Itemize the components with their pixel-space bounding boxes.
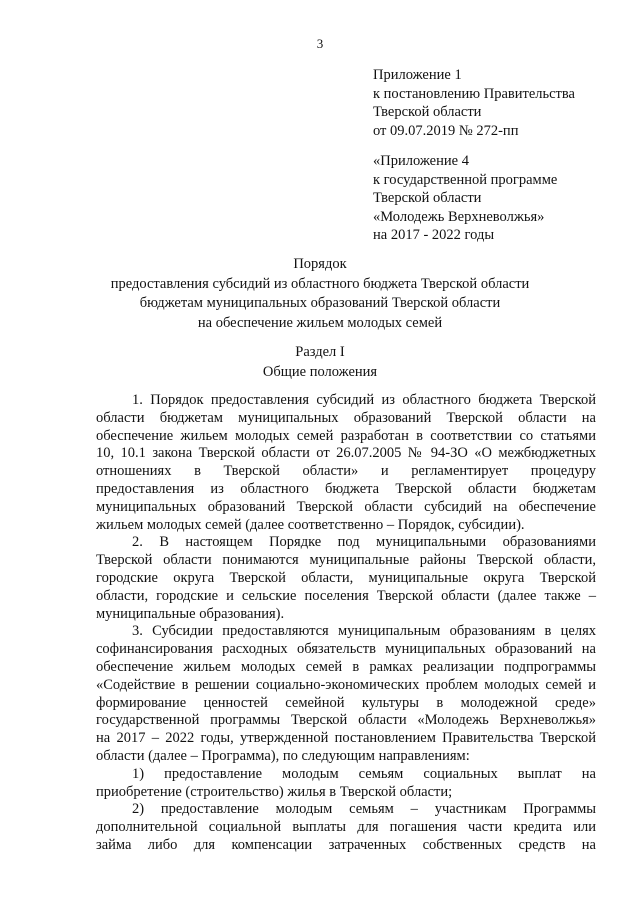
paragraph-line: приобретение (строительство) жилья в Тверской области; xyxy=(96,783,453,800)
paragraph-line: муниципальных образований Тверской области субсидий на обеспечение xyxy=(96,498,596,515)
paragraph-line: жильем молодых семей (далее соответственно – Порядок, субсидии). xyxy=(96,516,525,533)
attachment-4-line: на 2017 - 2022 годы xyxy=(373,227,495,243)
title-line: бюджетам муниципальных образований Тверской области xyxy=(139,295,501,311)
paragraph-line: 1) предоставление молодым семьям социальных выплат на xyxy=(132,765,596,782)
section-number: Раздел I xyxy=(295,344,345,360)
paragraph-line: 2) предоставление молодым семьям – участникам Программы xyxy=(132,801,596,818)
paragraph-line: займа либо для компенсации затраченных собственных средств на xyxy=(96,836,596,853)
attachment-1-line: от 09.07.2019 № 272-пп xyxy=(373,122,519,139)
paragraph-line: государственной программы Тверской области «Молодежь Верхневолжья» xyxy=(96,712,596,729)
paragraph-line: дополнительной социальной выплаты для погашения части кредита или xyxy=(96,819,596,836)
paragraph-line: софинансирования расходных обязательств муниципальных образований на xyxy=(96,641,596,658)
paragraph-line: формирование ценностей семейной культуры в молодежной среде» xyxy=(96,694,596,711)
paragraph-line: 2. В настоящем Порядке под муниципальными образованиями xyxy=(132,534,596,551)
paragraph-line: обеспечение жильем молодых семей разработан в соответствии со статьями xyxy=(96,427,596,444)
paragraph-line: области (далее – Программа), по следующим направлениям: xyxy=(96,747,470,764)
paragraph-line: предоставления из областного бюджета Тверской области бюджетам xyxy=(96,480,596,497)
paragraph-line: городские округа Тверской области, муниципальные округа Тверской xyxy=(96,569,596,586)
paragraph-line: муниципальные образования). xyxy=(96,605,285,622)
body-text xyxy=(96,392,596,855)
paragraph-line: «Содействие в решении социально-экономических проблем молодых семей и xyxy=(96,676,596,693)
attachment-1-line: Приложение 1 xyxy=(373,67,462,83)
paragraph-line: Тверской области понимаются муниципальные районы Тверской области, xyxy=(96,552,596,569)
attachment-4-block xyxy=(373,152,633,245)
section-title: Общие положения xyxy=(262,363,378,380)
title-line: на обеспечение жильем молодых семей xyxy=(197,314,443,331)
attachment-4-line: Тверской области xyxy=(373,190,482,206)
paragraph-line: обеспечение жильем молодых семей в рамках реализации подпрограммы xyxy=(96,658,596,675)
paragraph-line: 1. Порядок предоставления субсидий из областного бюджета Тверской xyxy=(132,392,596,408)
paragraph-line: области бюджетам муниципальных образований Тверской области на xyxy=(96,409,596,426)
page-number: 3 xyxy=(316,36,324,51)
paragraph-line: 3. Субсидии предоставляются муниципальным образованиям в целях xyxy=(132,623,596,640)
attachment-1-block xyxy=(373,66,633,140)
paragraph-line: области, городские и сельские поселения Тверской области (далее также – xyxy=(96,587,596,604)
attachment-1-line: Тверской области xyxy=(373,104,482,120)
attachment-4-line: к государственной программе xyxy=(373,171,558,188)
attachment-4-line: «Приложение 4 xyxy=(373,153,469,169)
title-line: предоставления субсидий из областного бюджета Тверской области xyxy=(110,275,530,292)
document-title xyxy=(0,255,640,333)
title-line: Порядок xyxy=(293,256,347,272)
paragraph-line: 10, 10.1 закона Тверской области от 26.07.2005 № 94-ЗО «О межбюджетных xyxy=(96,445,596,462)
attachment-1-line: к постановлению Правительства xyxy=(373,85,575,102)
paragraph-line: отношениях в Тверской области» и регламентирует процедуру xyxy=(96,463,596,480)
section-heading xyxy=(0,343,640,382)
paragraph-line: на 2017 – 2022 годы, утвержденной постановлением Правительства Тверской xyxy=(96,730,596,747)
attachment-4-line: «Молодежь Верхневолжья» xyxy=(373,208,545,225)
